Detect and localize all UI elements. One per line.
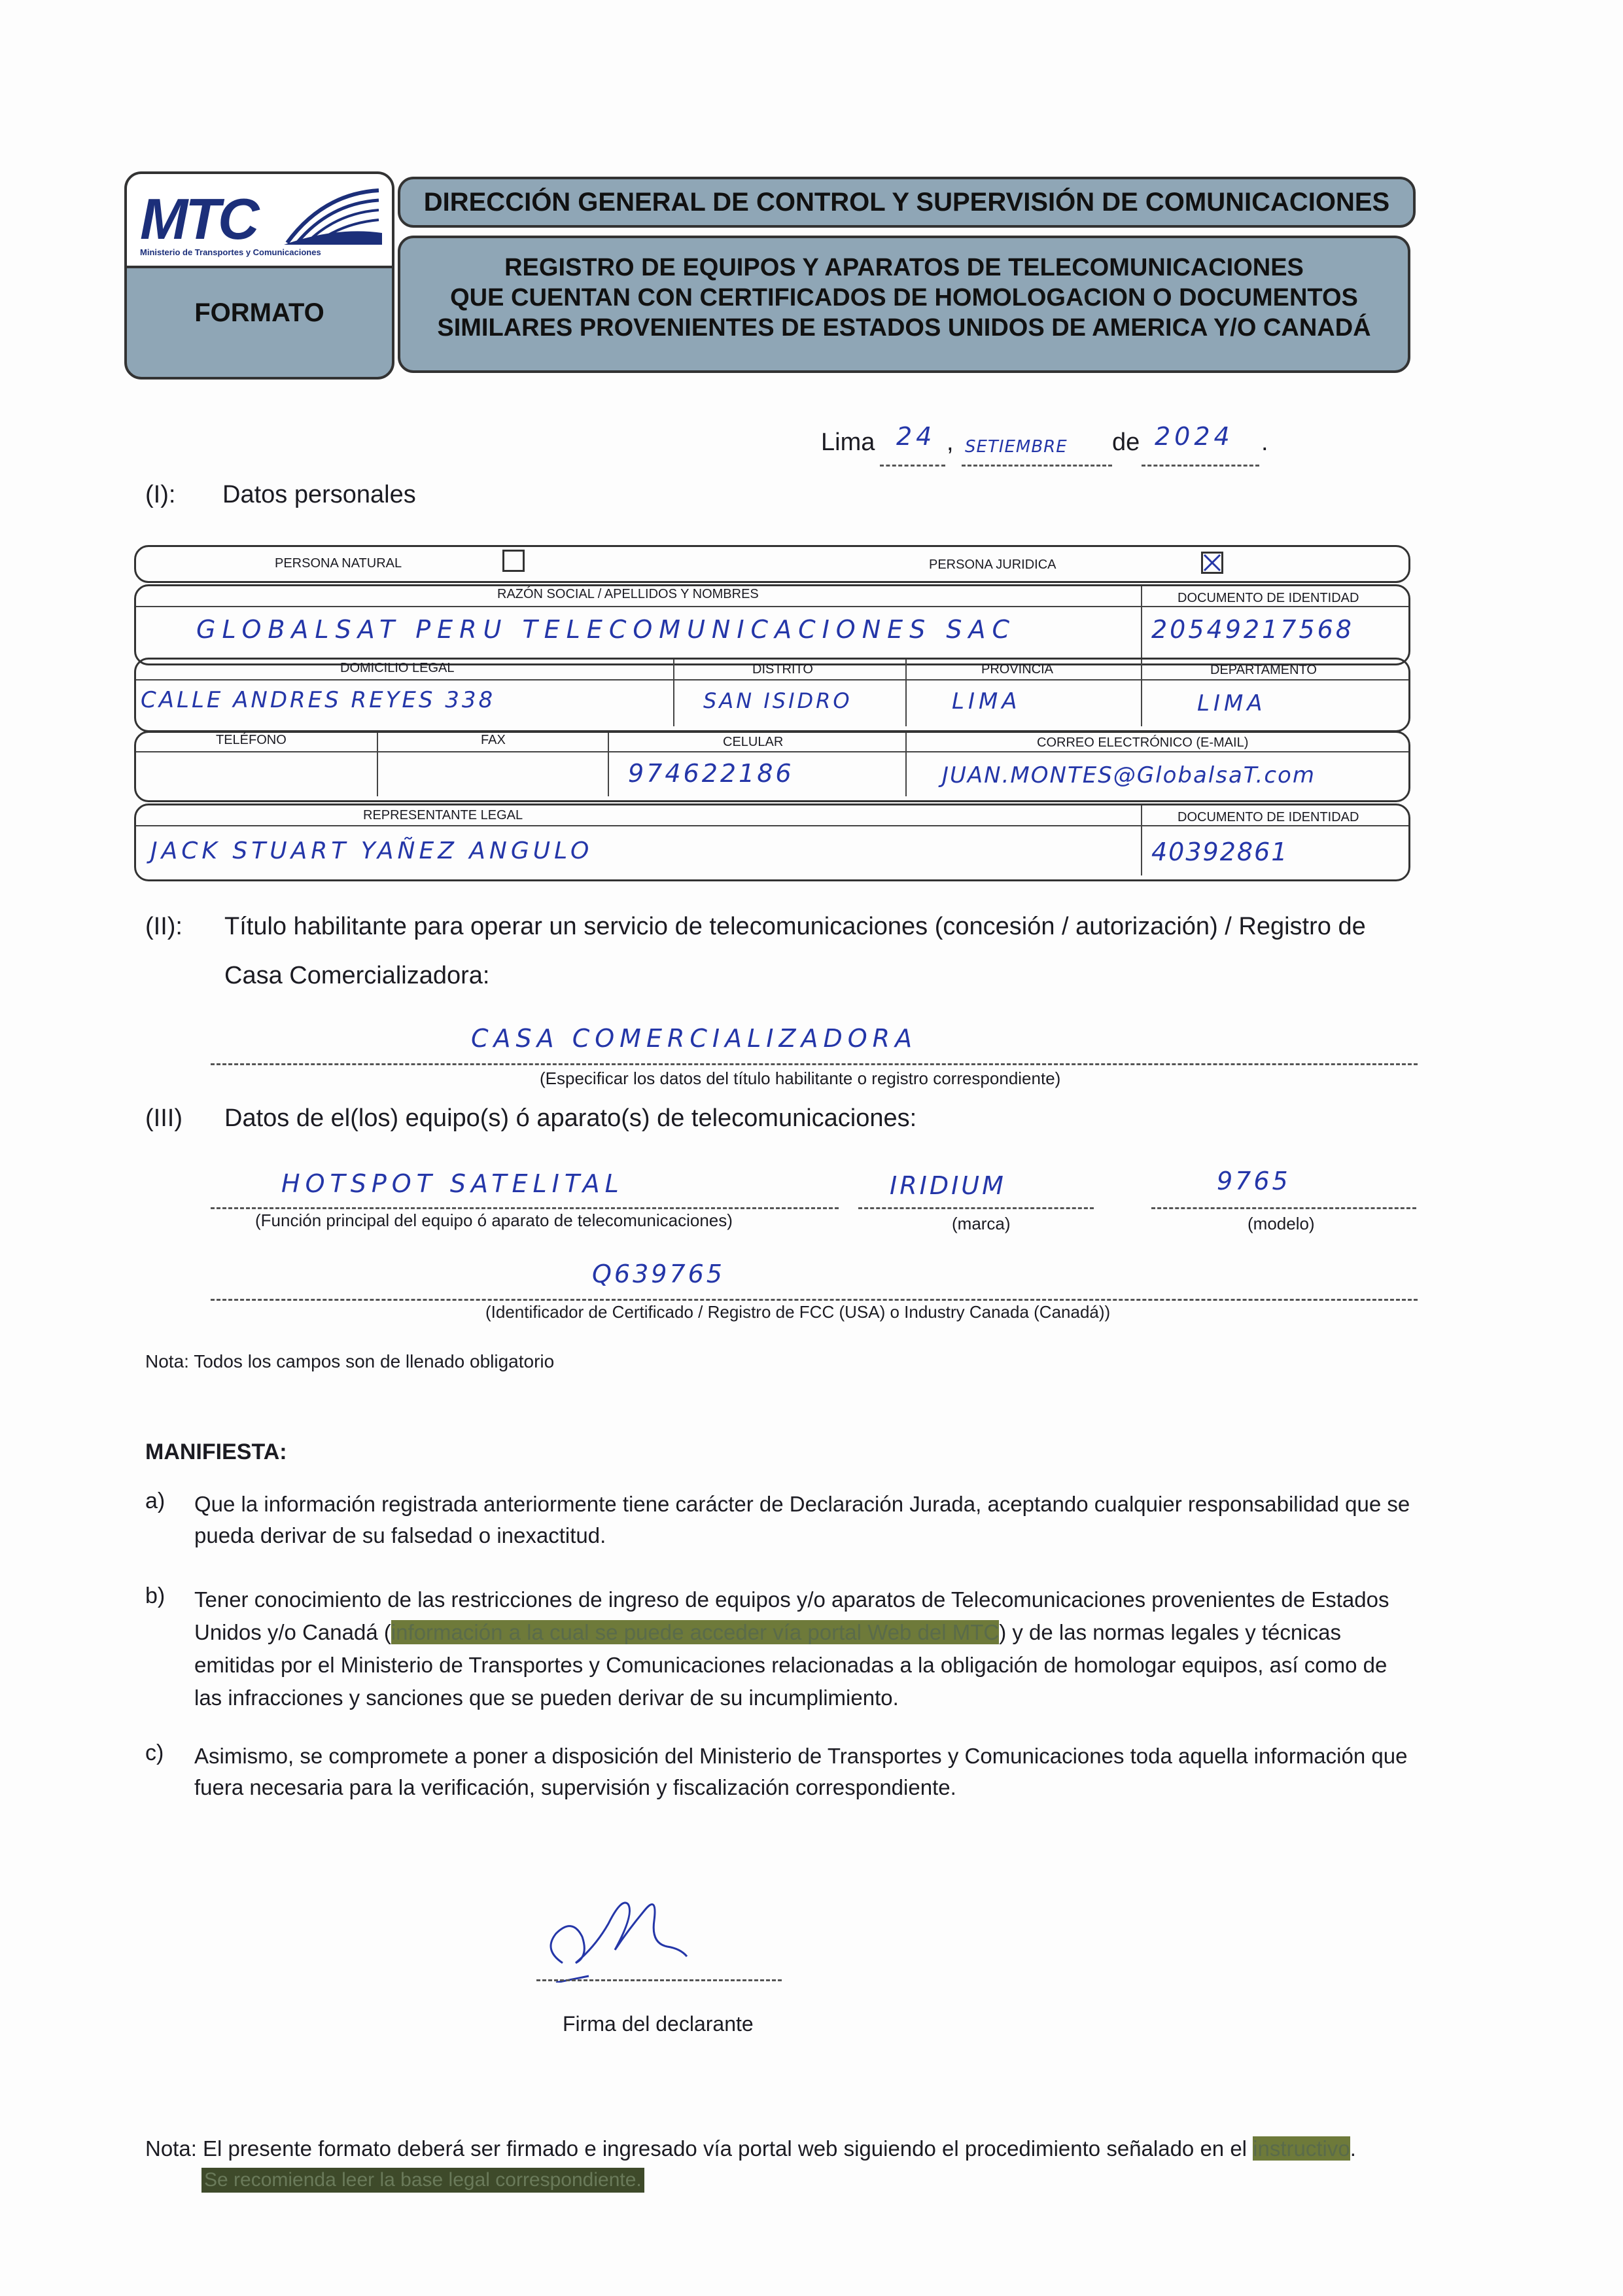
doc2-value: 40392861 xyxy=(1151,838,1289,866)
logo-wave-icon xyxy=(284,187,382,246)
item-b-line-2-end: ) y de las normas legales y técnicas xyxy=(999,1620,1341,1644)
item-b-line-2 xyxy=(194,1616,1476,1649)
mtc-logo xyxy=(124,171,394,380)
mtc-portal-link[interactable]: información a la cual se puede acceder vía portal Web del MTC xyxy=(391,1620,1000,1644)
persona-juridica-label: PERSONA JURIDICA xyxy=(929,557,1056,572)
provincia-label: PROVINCIA xyxy=(981,662,1054,677)
persona-juridica-checkbox[interactable] xyxy=(1201,552,1223,574)
correo-value: JUAN.MONTES@GlobalsaT.com xyxy=(942,762,1316,788)
departamento-label: DEPARTAMENTO xyxy=(1210,663,1317,677)
item-c-line-1: Asimismo, se compromete a poner a disposición del Ministerio de Transportes y Comunicaciones toda aquella información que xyxy=(194,1744,1408,1768)
date-month: SETIEMBRE xyxy=(965,437,1068,457)
marca-value: IRIDIUM xyxy=(890,1171,1006,1200)
item-a-label: a) xyxy=(145,1489,166,1513)
instructivo-link[interactable]: instructivo xyxy=(1253,2136,1350,2161)
manifiesta-title: MANIFIESTA: xyxy=(145,1439,287,1464)
doc2-label: DOCUMENTO DE IDENTIDAD xyxy=(1178,810,1359,824)
representante-value: JACK STUART YAÑEZ ANGULO xyxy=(150,838,593,864)
departamento-value: LIMA xyxy=(1197,690,1266,716)
funcion-caption: (Función principal del equipo ó aparato de telecomunicaciones) xyxy=(255,1210,733,1230)
section2-value: CASA COMERCIALIZADORA xyxy=(471,1024,918,1053)
celular-label: CELULAR xyxy=(723,735,784,749)
section2-caption: (Especificar los datos del título habilitante o registro correspondiente) xyxy=(540,1069,1061,1088)
date-day: 24 xyxy=(896,422,936,451)
subtitle-line-1: REGISTRO DE EQUIPOS Y APARATOS DE TELECOMUNICACIONES xyxy=(504,254,1304,281)
section2-num: (II): xyxy=(145,913,183,940)
domicilio-value: CALLE ANDRES REYES 338 xyxy=(141,687,496,713)
item-a-text xyxy=(194,1489,1476,1551)
domicilio-label: DOMICILIO LEGAL xyxy=(340,661,455,675)
nota-final xyxy=(145,2136,1356,2161)
item-b-label: b) xyxy=(145,1583,166,1608)
subtitle-line-3: SIMILARES PROVENIENTES DE ESTADOS UNIDOS DE AMERICA Y/O CANADÁ xyxy=(437,314,1371,342)
subtitle-line-2: QUE CUENTAN CON CERTIFICADOS DE HOMOLOGACION O DOCUMENTOS xyxy=(450,284,1358,311)
distrito-label: DISTRITO xyxy=(752,662,813,677)
nota-final-end: . xyxy=(1350,2136,1356,2161)
modelo-caption: (modelo) xyxy=(1248,1214,1315,1233)
item-c-label: c) xyxy=(145,1740,164,1765)
signature-icon xyxy=(536,1884,720,1983)
section1-title: Datos personales xyxy=(222,481,416,508)
fax-label: FAX xyxy=(481,733,506,747)
item-a-line-2: pueda derivar de su falsedad o inexactitud. xyxy=(194,1523,606,1547)
logo-text: MTC xyxy=(140,186,257,251)
header-title: DIRECCIÓN GENERAL DE CONTROL Y SUPERVISIÓN DE COMUNICACIONES xyxy=(398,177,1416,228)
marca-caption: (marca) xyxy=(952,1214,1011,1233)
nota-obligatorio: Nota: Todos los campos son de llenado obligatorio xyxy=(145,1351,555,1371)
date-de: de xyxy=(1112,429,1140,456)
section2-title-line1: Título habilitante para operar un servicio de telecomunicaciones (concesión / autorización) / Registro de xyxy=(224,913,1366,940)
doc-value: 20549217568 xyxy=(1151,615,1354,644)
item-b-line-1: Tener conocimiento de las restricciones de ingreso de equipos y/o aparatos de Telecomunicaciones provenientes de Estados xyxy=(194,1587,1389,1612)
item-a-line-1: Que la información registrada anteriormente tiene carácter de Declaración Jurada, aceptando cualquier responsabilidad que se xyxy=(194,1492,1410,1516)
razon-value: GLOBALSAT PERU TELECOMUNICACIONES SAC xyxy=(196,615,1016,644)
nota-final-start: Nota: El presente formato deberá ser firmado e ingresado vía portal web siguiendo el procedimiento señalado en el xyxy=(145,2136,1253,2161)
item-b-line-4: las infracciones y sanciones que se pueden derivar de su incumplimiento. xyxy=(194,1686,899,1710)
persona-natural-checkbox[interactable] xyxy=(502,550,525,572)
section1-num: (I): xyxy=(145,481,176,508)
distrito-value: SAN ISIDRO xyxy=(703,688,852,713)
razon-label: RAZÓN SOCIAL / APELLIDOS Y NOMBRES xyxy=(497,587,759,601)
representante-label: REPRESENTANTE LEGAL xyxy=(363,808,523,822)
item-b-text xyxy=(194,1583,1476,1714)
signature-line xyxy=(536,1979,782,1981)
check-mark-icon xyxy=(1203,554,1221,572)
section3-num: (III) xyxy=(145,1104,183,1132)
funcion-value: HOTSPOT SATELITAL xyxy=(281,1169,624,1198)
section3-title: Datos de el(los) equipo(s) ó aparato(s) de telecomunicaciones: xyxy=(224,1104,917,1132)
doc-label: DOCUMENTO DE IDENTIDAD xyxy=(1178,591,1359,605)
item-b-line-3: emitidas por el Ministerio de Transportes y Comunicaciones relacionadas a la obligación de homologar equipos, así como de xyxy=(194,1653,1387,1677)
item-b-line-2-start: Unidos y/o Canadá ( xyxy=(194,1620,391,1644)
item-c-line-2: fuera necesaria para la verificación, supervisión y fiscalización correspondiente. xyxy=(194,1775,956,1799)
provincia-value: LIMA xyxy=(952,688,1021,715)
certificado-value: Q639765 xyxy=(592,1260,725,1288)
base-legal-link[interactable]: Se recomienda leer la base legal correspondiente. xyxy=(201,2168,644,2193)
modelo-value: 9765 xyxy=(1217,1167,1291,1195)
logo-subtitle: Ministerio de Transportes y Comunicaciones xyxy=(140,247,321,257)
header-subtitle xyxy=(398,236,1410,373)
certificado-caption: (Identificador de Certificado / Registro de FCC (USA) o Industry Canada (Canadá)) xyxy=(485,1302,1111,1322)
celular-value: 974622186 xyxy=(628,759,794,788)
persona-natural-label: PERSONA NATURAL xyxy=(275,556,402,571)
date-prefix: Lima xyxy=(821,429,875,456)
formato-label: FORMATO xyxy=(194,298,324,327)
section2-title-line2: Casa Comercializadora: xyxy=(224,962,490,989)
telefono-label: TELÉFONO xyxy=(216,733,287,747)
date-year: 2024 xyxy=(1155,422,1234,451)
firma-label: Firma del declarante xyxy=(563,2012,754,2036)
item-c-text xyxy=(194,1740,1476,1803)
correo-label: CORREO ELECTRÓNICO (E-MAIL) xyxy=(1037,735,1249,750)
